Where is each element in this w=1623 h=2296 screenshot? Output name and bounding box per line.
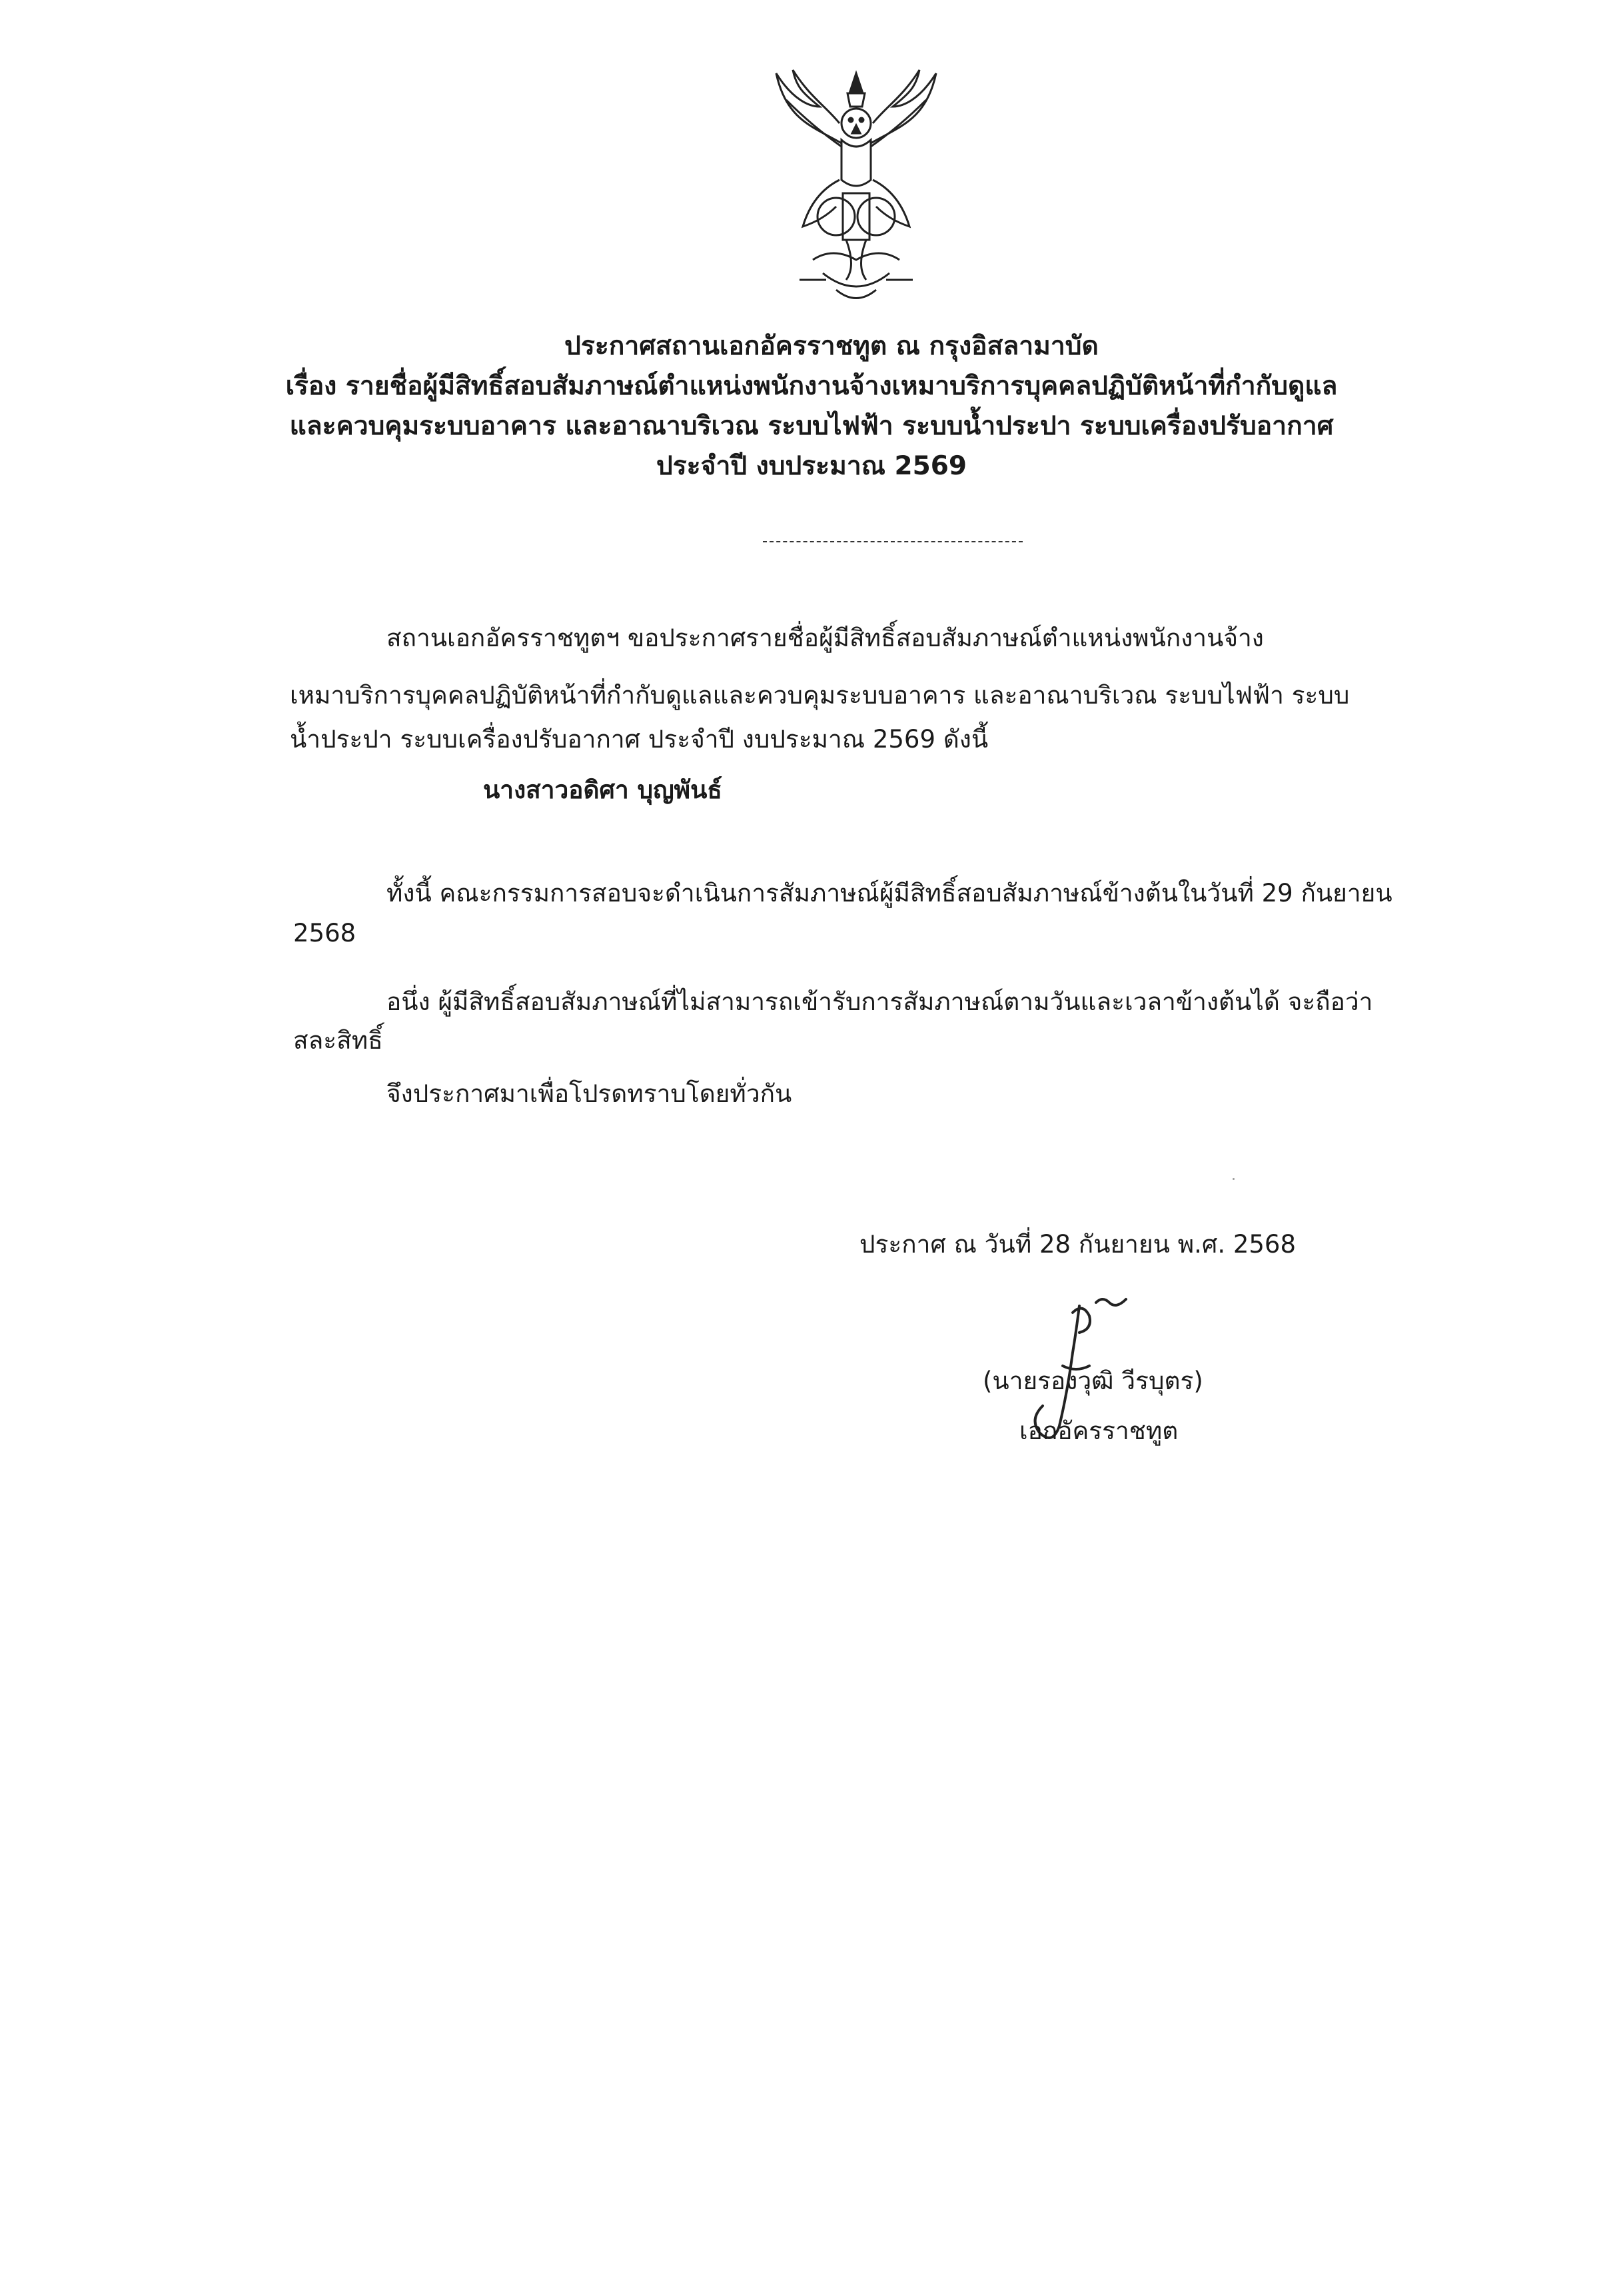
garuda-emblem-icon [773,60,939,313]
signatory-name: (นายรองวุฒิ วีรบุตร) [983,1367,1203,1395]
announcement-date: ประกาศ ณ วันที่ 28 กันยายน พ.ศ. 2568 [859,1230,1297,1259]
announcement-title: ประกาศสถานเอกอัครราชทูต ณ กรุงอิสลามาบัด [564,331,1099,361]
interview-line-1: ทั้งนี้ คณะกรรมการสอบจะดำเนินการสัมภาษณ์ผู้มีสิทธิ์สอบสัมภาษณ์ข้างต้นในวันที่ 29 กันยายน [386,879,1392,907]
subject-line-2: และควบคุมระบบอาคาร และอาณาบริเวณ ระบบไฟฟ้า ระบบน้ำประปา ระบบเครื่องปรับอากาศ [289,411,1334,441]
scan-speck [1233,1178,1235,1180]
announcement-heading [0,326,1623,486]
intro-line-1: สถานเอกอัครราชทูตฯ ขอประกาศรายชื่อผู้มีสิทธิ์สอบสัมภาษณ์ตำแหน่งพนักงานจ้าง [386,624,1264,652]
intro-line-3: น้ำประปา ระบบเครื่องปรับอากาศ ประจำปี งบประมาณ 2569 ดังนี้ [290,725,989,754]
absence-line-1: อนึ่ง ผู้มีสิทธิ์สอบสัมภาษณ์ที่ไม่สามารถเข้ารับการสัมภาษณ์ตามวันและเวลาข้างต้นได้ จะถือว่า [386,987,1373,1016]
subject-line-1: เรื่อง รายชื่อผู้มีสิทธิ์สอบสัมภาษณ์ตำแหน่งพนักงานจ้างเหมาบริการบุคคลปฏิบัติหน้าที่กำกับดูแล [285,371,1338,401]
candidate-name: นางสาวอดิศา บุญพันธ์ [483,776,722,804]
intro-line-2: เหมาบริการบุคคลปฏิบัติหน้าที่กำกับดูแลและควบคุมระบบอาคาร และอาณาบริเวณ ระบบไฟฟ้า ระบบ [290,681,1350,710]
subject-line-3: ประจำปี งบประมาณ 2569 [656,451,967,481]
closing-line: จึงประกาศมาเพื่อโปรดทราบโดยทั่วกัน [386,1079,792,1108]
absence-line-2: สละสิทธิ์ [293,1026,383,1055]
signatory-position: เอกอัครราชทูต [1019,1417,1179,1445]
title-divider [763,541,1023,542]
interview-line-2: 2568 [293,919,356,947]
